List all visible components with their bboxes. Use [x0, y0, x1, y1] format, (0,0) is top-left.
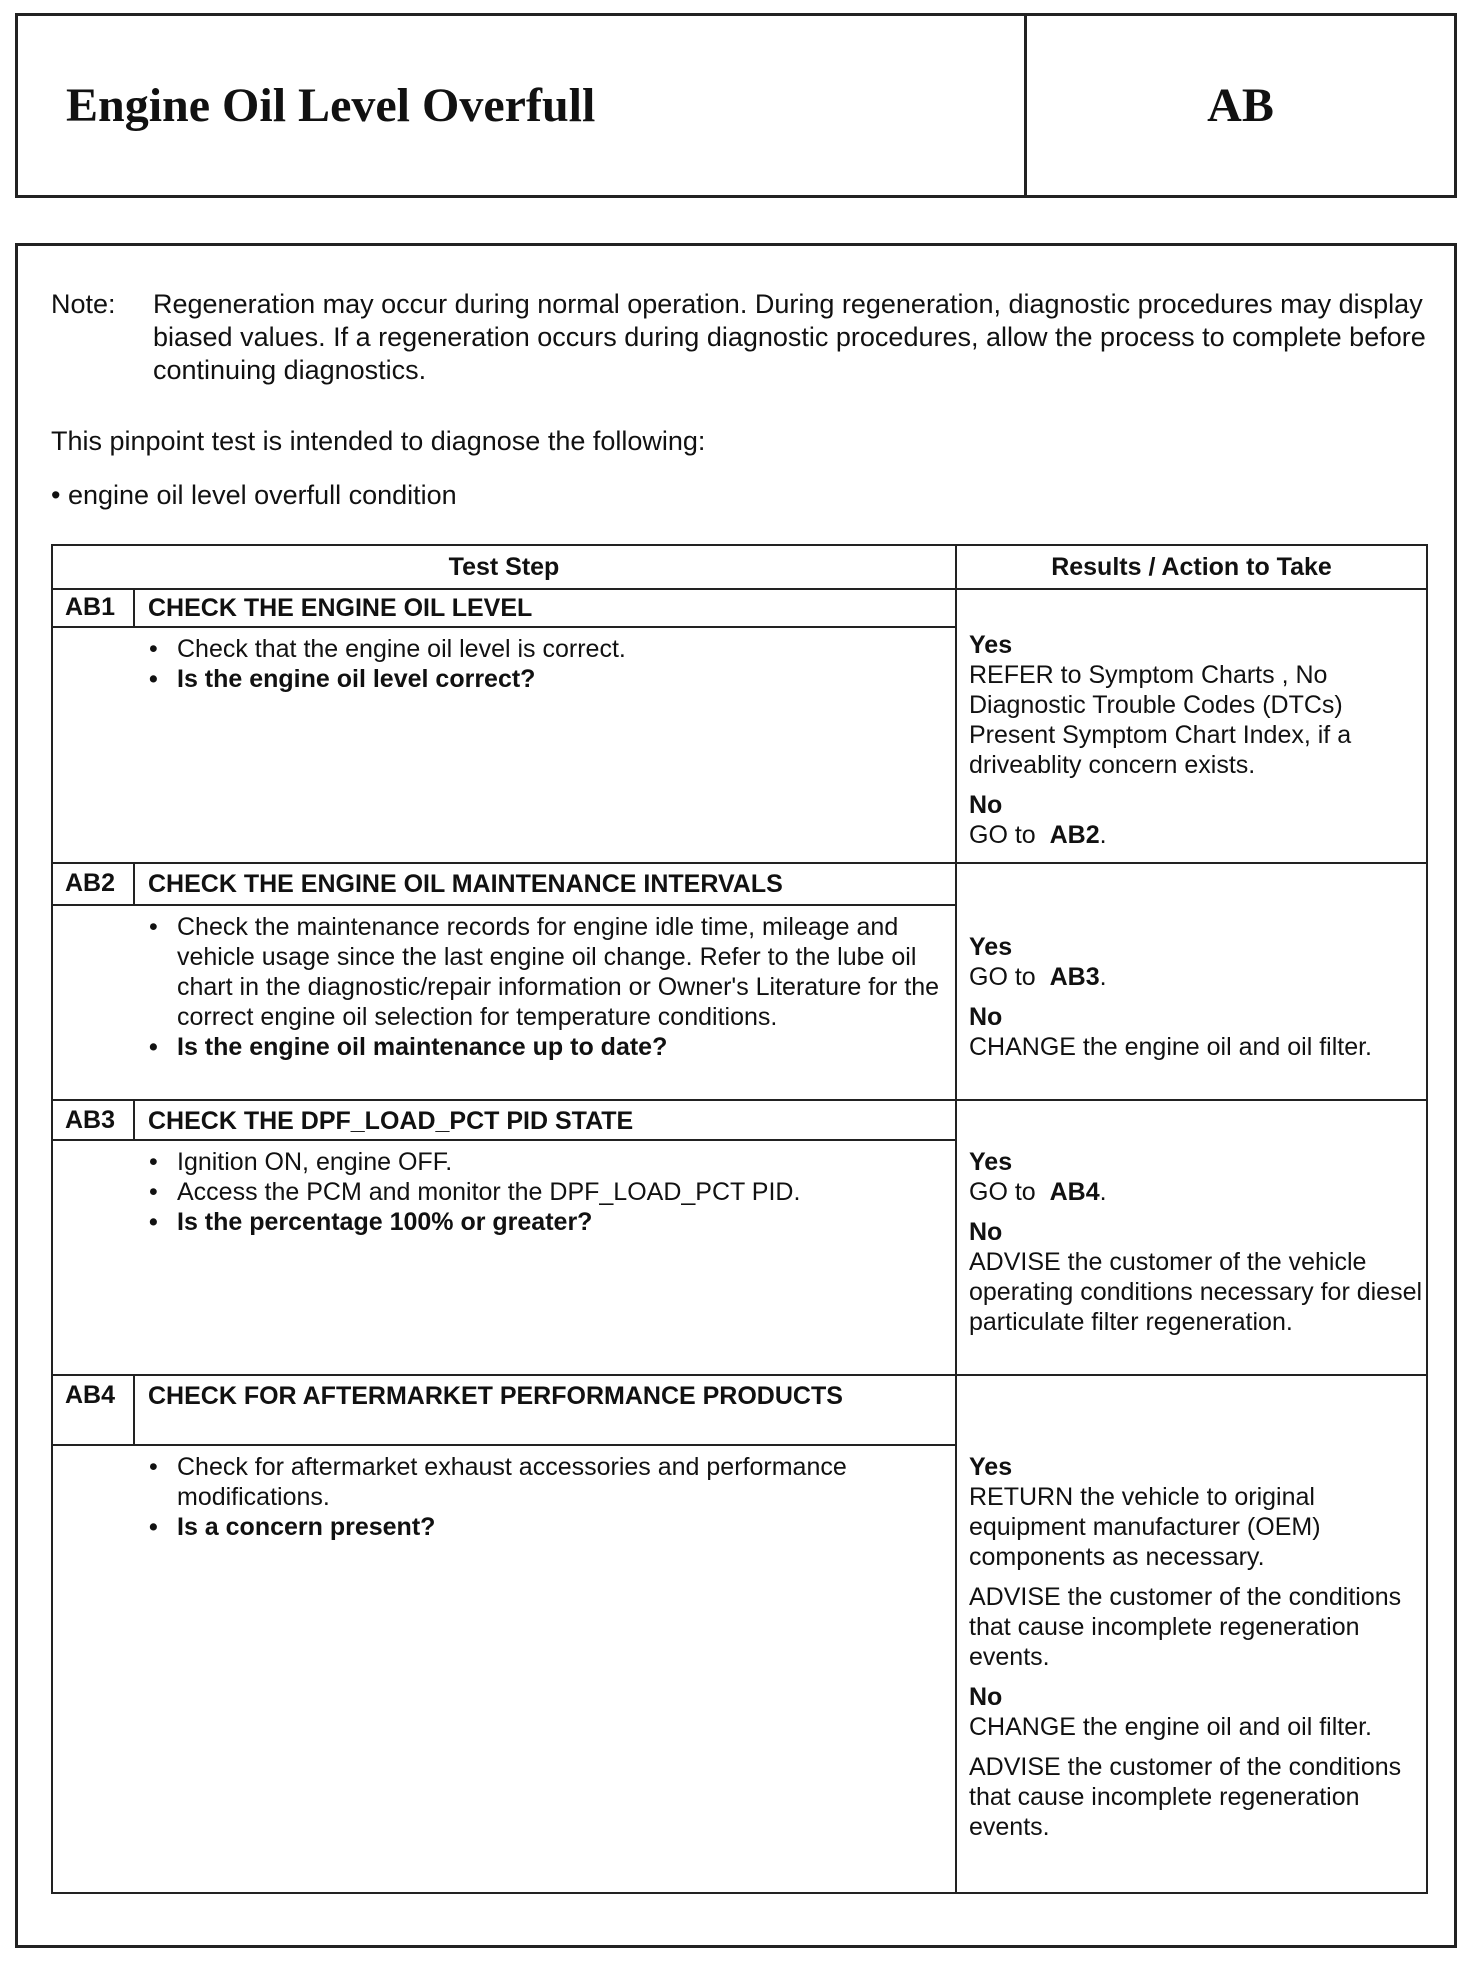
- step-result: [955, 1376, 1428, 1894]
- step-ab2: [53, 864, 1426, 1101]
- step-item: • Check that the engine oil level is correct.: [135, 634, 955, 664]
- go-to-suffix: .: [1099, 963, 1107, 991]
- step-header: [53, 1376, 955, 1446]
- note-text: Regeneration may occur during normal operation. During regeneration, diagnostic procedures may display biased values. If a regeneration occurs during diagnostic procedures, allow the process to complete before continuing diagnostics.: [153, 289, 1426, 385]
- step-title: CHECK THE ENGINE OIL LEVEL: [148, 594, 533, 622]
- step-id: AB4: [53, 1376, 135, 1444]
- note-label: Note:: [51, 289, 116, 319]
- step-question: • Is the percentage 100% or greater?: [135, 1207, 955, 1237]
- yes-label: Yes: [969, 933, 1013, 961]
- no-action: ADVISE the customer of the vehicle operating conditions necessary for diesel particulate filter regeneration.: [969, 1248, 1423, 1336]
- step-title: CHECK FOR AFTERMARKET PERFORMANCE PRODUCTS: [148, 1382, 843, 1410]
- go-to-text: GO to: [969, 963, 1036, 991]
- yes-label: Yes: [969, 1148, 1013, 1176]
- step-header: [53, 864, 955, 906]
- no-label: No: [969, 1683, 1003, 1711]
- step-question: • Is the engine oil maintenance up to date?: [135, 1032, 955, 1062]
- test-step-table: [51, 544, 1428, 1894]
- step-header: [53, 1101, 955, 1141]
- go-to-text: GO to: [969, 821, 1036, 849]
- title-box: [15, 13, 1457, 198]
- step-question: • Is the engine oil level correct?: [135, 664, 955, 694]
- table-header: [53, 546, 1426, 590]
- column-header-test-step: Test Step: [53, 546, 957, 588]
- step-ab1: [53, 588, 1426, 864]
- step-result: [955, 588, 1428, 862]
- step-title: CHECK THE DPF_LOAD_PCT PID STATE: [148, 1107, 634, 1135]
- go-to-suffix: .: [1099, 1178, 1107, 1206]
- content-box: [15, 243, 1457, 1948]
- no-label: No: [969, 791, 1003, 819]
- test-code: AB: [1207, 79, 1274, 132]
- no-action: [969, 820, 1428, 850]
- yes-label: Yes: [969, 1453, 1013, 1481]
- step-title: CHECK THE ENGINE OIL MAINTENANCE INTERVALS: [148, 870, 783, 898]
- step-item: • Ignition ON, engine OFF.: [135, 1147, 955, 1177]
- yes-label: Yes: [969, 631, 1013, 659]
- step-body: [135, 1452, 955, 1542]
- no-action-advise: ADVISE the customer of the conditions that cause incomplete regeneration events.: [969, 1753, 1402, 1841]
- step-id: AB3: [53, 1101, 135, 1139]
- no-action: CHANGE the engine oil and oil filter.: [969, 1033, 1372, 1061]
- intro-text: This pinpoint test is intended to diagnose the following:: [51, 426, 706, 456]
- yes-action: [969, 962, 1428, 992]
- go-to-target: AB2: [1049, 821, 1100, 849]
- go-to-suffix: .: [1099, 821, 1107, 849]
- yes-action: RETURN the vehicle to original equipment manufacturer (OEM) components as necessary.: [969, 1483, 1321, 1571]
- step-item: • Access the PCM and monitor the DPF_LOAD_PCT PID.: [135, 1177, 955, 1207]
- step-id: AB2: [53, 864, 135, 904]
- step-result: [955, 1101, 1428, 1374]
- no-label: No: [969, 1218, 1003, 1246]
- yes-action: [969, 1177, 1428, 1207]
- step-id: AB1: [53, 588, 135, 626]
- step-item: • Check for aftermarket exhaust accessories and performance modifications.: [135, 1452, 955, 1512]
- step-ab3: [53, 1101, 1426, 1376]
- step-header: [53, 588, 955, 628]
- step-body: [135, 634, 955, 694]
- note: [51, 288, 1431, 387]
- yes-action-advise: ADVISE the customer of the conditions that cause incomplete regeneration events.: [969, 1583, 1402, 1671]
- no-label: No: [969, 1003, 1003, 1031]
- no-action: CHANGE the engine oil and oil filter.: [969, 1713, 1372, 1741]
- step-ab4: [53, 1376, 1426, 1894]
- go-to-target: AB4: [1049, 1178, 1100, 1206]
- go-to-target: AB3: [1049, 963, 1100, 991]
- yes-action: REFER to Symptom Charts , No Diagnostic Trouble Codes (DTCs) Present Symptom Chart Index, if a driveablity concern exists.: [969, 661, 1352, 779]
- page-title: Engine Oil Level Overfull: [18, 16, 1027, 195]
- step-body: [135, 912, 955, 1062]
- go-to-text: GO to: [969, 1178, 1036, 1206]
- intro-bullet: • engine oil level overfull condition: [51, 480, 457, 510]
- step-result: [955, 864, 1428, 1099]
- step-item: • Check the maintenance records for engine idle time, mileage and vehicle usage since the last engine oil change. Refer to the lube oil chart in the diagnostic/repair information or Owner's Literature for the correct engine oil selection for temperature conditions.: [135, 912, 955, 1032]
- step-question: • Is a concern present?: [135, 1512, 955, 1542]
- column-header-results: Results / Action to Take: [1051, 552, 1332, 581]
- step-body: [135, 1147, 955, 1237]
